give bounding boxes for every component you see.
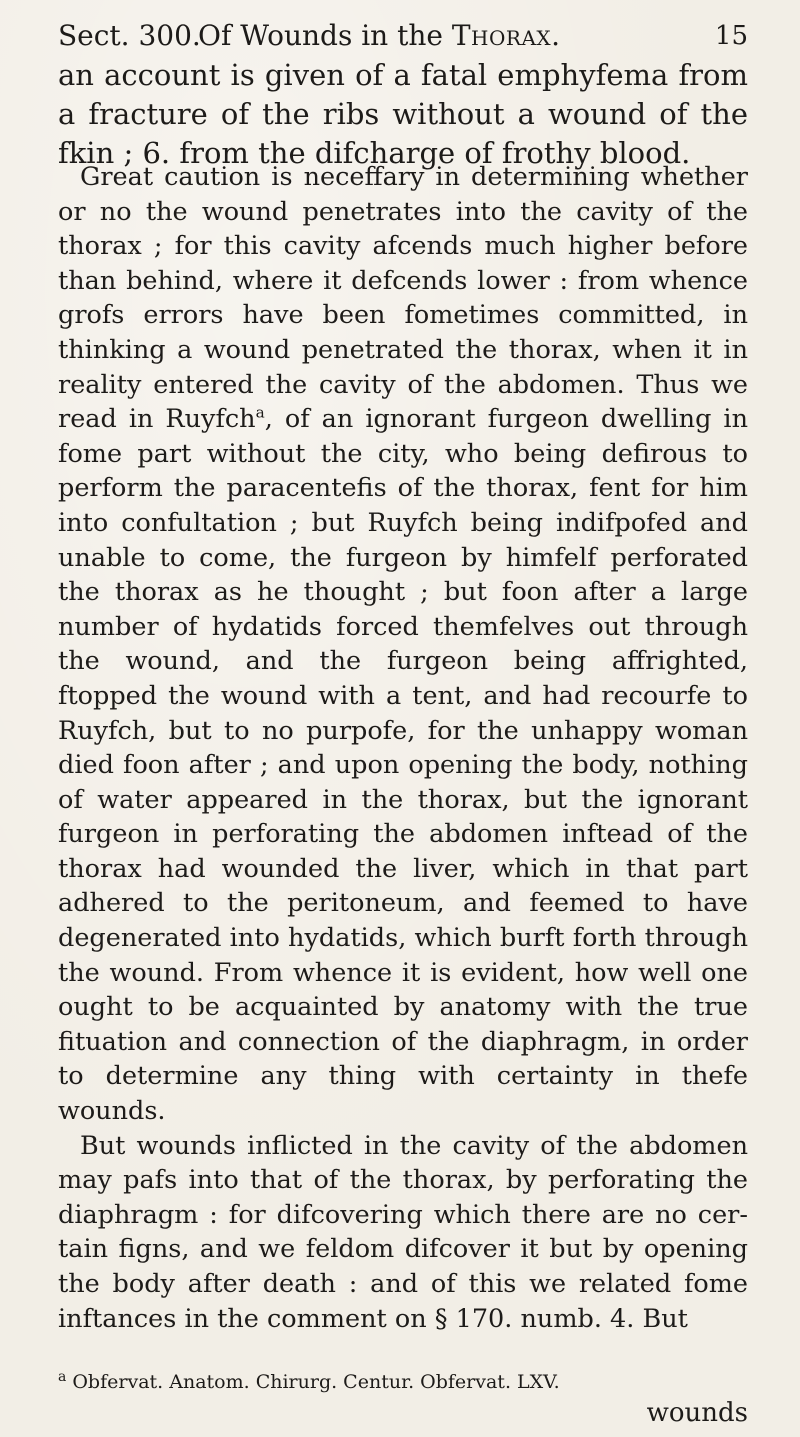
section-number: Sect. 300. (58, 19, 201, 52)
page-number: 15 (714, 21, 748, 51)
paragraph-abdomen-wounds: But wounds inflicted in the cavity of the abdomen may pafs into that of the thorax, by perforating the diaphragm : for difcovering which there are no certain figns, and we feldom difcover it but by opening the body after death : and of this we related fome inftances in the comment on § 170. numb. 4. But (58, 1130, 748, 1334)
lead-paragraph-text: an account is given of a fatal emphyfema from a fracture of the ribs without a wound of the fkin ; 6. from the difcharge of frothy blood. (58, 58, 748, 170)
lead-paragraph (58, 56, 748, 173)
footnote-reference: a (255, 403, 265, 422)
footnote-text: Obfervat. Anatom. Chirurg. Centur. Obfervat. LXV. (72, 1371, 560, 1393)
footnote-mark: a (58, 1368, 67, 1385)
running-title-thorax: Thorax. (451, 19, 561, 52)
running-header (58, 16, 748, 56)
catchword: wounds (646, 1398, 748, 1428)
running-title (198, 16, 561, 56)
paragraph-caution-part-1: Great caution is neceffary in determining whether or no the wound penetrates into the cavity of the thorax ; for this cavity afcends much higher before than behind, where it defcends lower : from whence grofs errors have been fometimes committed, in thinking a wound penetrated the thorax, when it in reality entered the cavity of the abdomen. Thus we read in Ruyfch (58, 162, 748, 435)
paragraph-caution-part-2: , of an ignorant furgeon dwelling in fome part without the city, who being defirous to perform the paracentefis of the thorax, fent for him into confultation ; but Ruyfch being indifpofed and unable to come, the furgeon by himfelf perforated the thorax as he thought ; but foon after a large number of hydatids forced themfelves out through the wound, and the furgeon being affrighted, ftopped the wound with a tent, and had recourfe to Ruyfch, but to no purpofe, for the unhappy woman died foon after ; and upon opening the body, nothing of water appeared in the thorax, but the ignorant furgeon in perforating the abdomen inftead of the thorax had wounded the liver, which in that part adhered to the peritoneum, and feemed to have degenerated into hydatids, which burft forth through the wound. From whence it is evident, how well one ought to be acquainted by anatomy with the true fituation and connection of the diaphragm, in order to determine any thing with certainty in thefe wounds. (58, 404, 748, 1127)
main-text (58, 160, 748, 1336)
running-title-prefix: Of Wounds in the (198, 19, 443, 52)
footnote (58, 1368, 748, 1396)
paragraph-caution (58, 160, 748, 1129)
